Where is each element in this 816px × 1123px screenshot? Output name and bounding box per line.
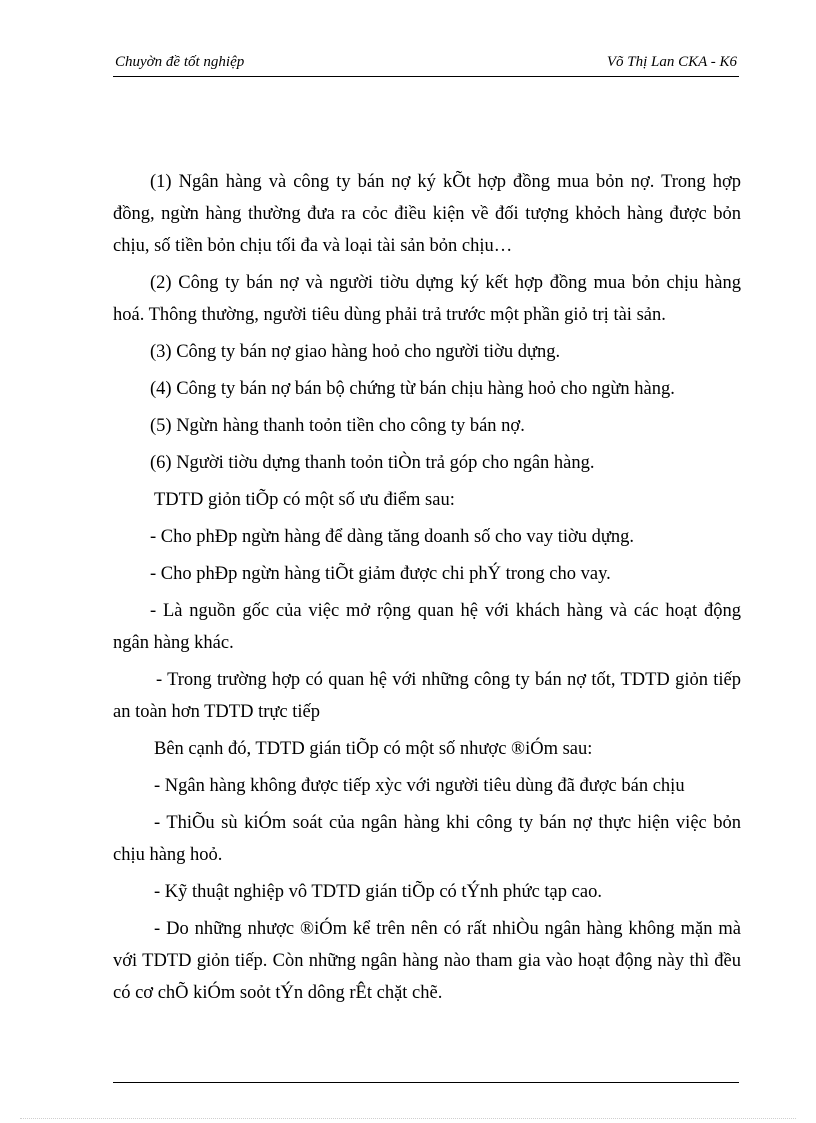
paragraph-step-4: (4) Công ty bán nợ bán bộ chứng từ bán chịu hàng hoỏ cho ngừn hàng. [150,379,675,399]
page-bottom-edge [20,1118,796,1119]
header-author: Võ Thị Lan CKA - K6 [606,54,737,70]
page-header [113,50,739,77]
paragraph-advantages-intro: TDTD giỏn tiÕp có một số ưu điểm sau: [154,490,455,510]
list-item-disadvantage-1: - Ngân hàng không được tiếp xỳc với người tiêu dùng đã được bán chịu [154,776,685,796]
list-item-advantage-1: - Cho phÐp ngừn hàng để dàng tăng doanh số cho vay tiờu dựng. [150,527,635,547]
list-item-advantage-4: - Trong trường hợp có quan hệ với những công ty bán nợ tốt, TDTD giỏn tiếp an toàn hơn TDTD trực tiếp [113,670,741,722]
list-item-advantage-3: - Là nguồn gốc của việc mở rộng quan hệ với khách hàng và các hoạt động ngân hàng khác. [113,601,741,653]
paragraph-step-6: (6) Người tiờu dựng thanh toỏn tiÒn trả góp cho ngân hàng. [150,453,595,473]
header-thesis-title: Chuyờn đề tốt nghiệp [115,54,245,70]
paragraph-step-3: (3) Công ty bán nợ giao hàng hoỏ cho người tiờu dựng. [150,342,561,362]
footer-rule [113,1082,739,1083]
paragraph-disadvantages-intro: Bên cạnh đó, TDTD gián tiÕp có một số nhược ®iÓm sau: [154,739,593,759]
document-body [113,166,741,1014]
list-item-disadvantage-2: - ThiÕu sù kiÓm soát của ngân hàng khi công ty bán nợ thực hiện việc bỏn chịu hàng hoỏ. [113,813,741,865]
paragraph-step-5: (5) Ngừn hàng thanh toỏn tiền cho công ty bán nợ. [150,416,525,436]
list-item-disadvantage-4: - Do những nhược ®iÓm kể trên nên có rất nhiÒu ngân hàng không mặn mà với TDTD giỏn tiếp. Còn những ngân hàng nào tham gia vào hoạt động này thì đều có cơ chÕ kiÓm soỏt tÝn dông rÊt chặt chẽ. [113,919,741,1003]
paragraph-step-2: (2) Công ty bán nợ và người tiờu dựng ký kết hợp đồng mua bỏn chịu hàng hoá. Thông thường, người tiêu dùng phải trả trước một phần giỏ trị tài sản. [113,273,741,325]
list-item-advantage-2: - Cho phÐp ngừn hàng tiÕt giảm được chi phÝ trong cho vay. [150,564,611,584]
list-item-disadvantage-3: - Kỹ thuật nghiệp vô TDTD gián tiÕp có tÝnh phức tạp cao. [154,882,602,902]
paragraph-step-1: (1) Ngân hàng và công ty bán nợ ký kÕt hợp đồng mua bỏn nợ. Trong hợp đồng, ngừn hàng thường đưa ra cỏc điều kiện về đối tượng khỏch hàng được bỏn chịu, số tiền bỏn chịu tối đa và loại tài sản bỏn chịu… [113,172,741,256]
